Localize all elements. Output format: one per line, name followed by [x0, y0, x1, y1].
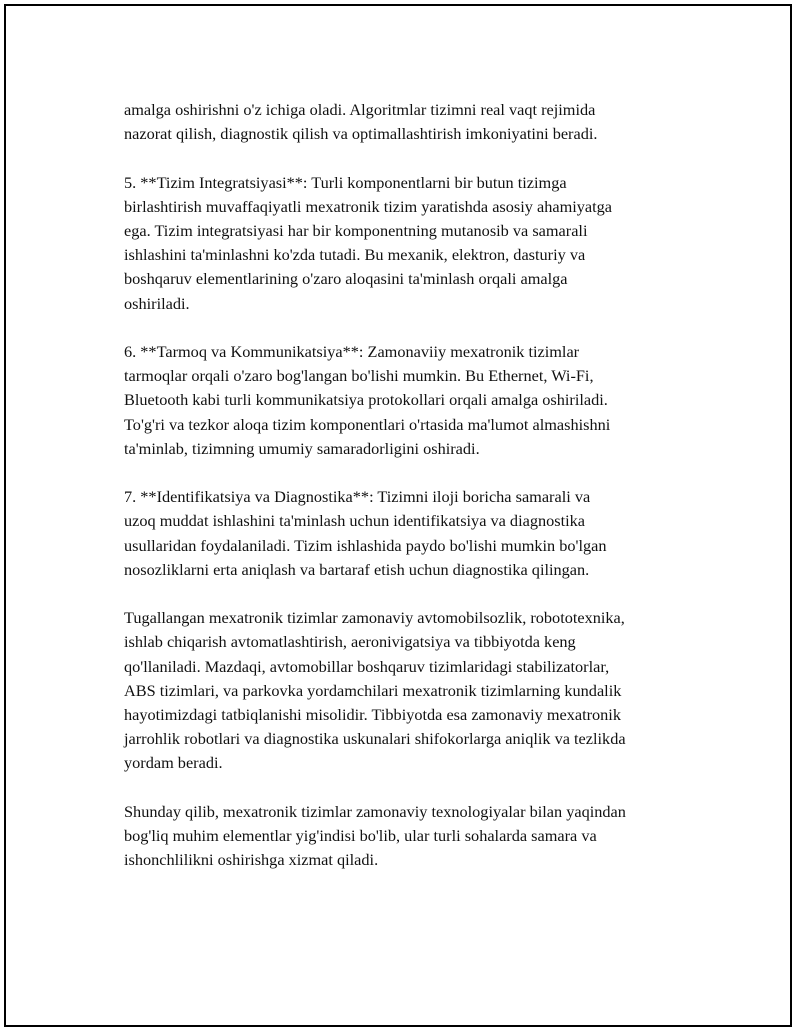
- paragraph-conclusion: Shunday qilib, mexatronik tizimlar zamonaviy texnologiyalar bilan yaqindan bog'liq muhim elementlar yig'indisi bo'lib, ular turli sohalarda samara va ishonchlilikni oshirishga xizmat qiladi.: [124, 801, 626, 870]
- paragraph-identification-diagnostics: 7. **Identifikatsiya va Diagnostika**: Tizimni iloji boricha samarali va uzoq muddat ishlashini ta'minlash uchun identifikatsiya va diagnostika usullaridan foydalaniladi. Tizim ishlashida paydo bo'lishi mumkin bo'lgan nosozliklarni erta aniqlash va bartaraf etish uchun diagnostika qilingan.: [124, 487, 607, 579]
- paragraph-system-integration: 5. **Tizim Integratsiyasi**: Turli komponentlarni bir butun tizimga birlashtirish muvaffaqiyatli mexatronik tizim yaratishda asosiy ahamiyatga ega. Tizim integratsiyasi har bir komponentning mutanosib va samarali ishlashini ta'minlashni ko'zda tutadi. Bu mexanik, elektron, dasturiy va boshqaruv elementlarining o'zaro aloqasini ta'minlash orqali amalga oshiriladi.: [124, 172, 613, 313]
- paragraph-network-communication: 6. **Tarmoq va Kommunikatsiya**: Zamonaviiy mexatronik tizimlar tarmoqlar orqali o'zaro bog'langan bo'lishi mumkin. Bu Ethernet, Wi-Fi, Bluetooth kabi turli kommunikatsiya protokollari orqali amalga oshiriladi. To'g'ri va tezkor aloqa tizim komponentlari o'rtasida ma'lumot almashishni ta'minlab, tizimning umumiy samaradorligini oshiradi.: [124, 342, 611, 458]
- page-frame: [4, 4, 792, 1027]
- page-content: [124, 98, 704, 897]
- paragraph-applications: Tugallangan mexatronik tizimlar zamonaviy avtomobilsozlik, robototexnika, ishlab chiqarish avtomatlashtirish, aeronivigatsiya va tibbiyotda keng qo'llaniladi. Mazdaqi, avtomobillar boshqaruv tizimlaridagi stabilizatorlar, ABS tizimlari, va parkovka yordamchilari mexatronik tizimlarning kundalik hayotimizdagi tatbiqlanishi misolidir. Tibbiyotda esa zamonaviy mexatronik jarrohlik robotlari va diagnostika uskunalari shifokorlarga aniqlik va tezlikda yordam beradi.: [124, 608, 626, 773]
- paragraph-algorithms-continuation: amalga oshirishni o'z ichiga oladi. Algoritmlar tizimni real vaqt rejimida nazorat qilish, diagnostik qilish va optimallashtirish imkoniyatini beradi.: [124, 100, 598, 144]
